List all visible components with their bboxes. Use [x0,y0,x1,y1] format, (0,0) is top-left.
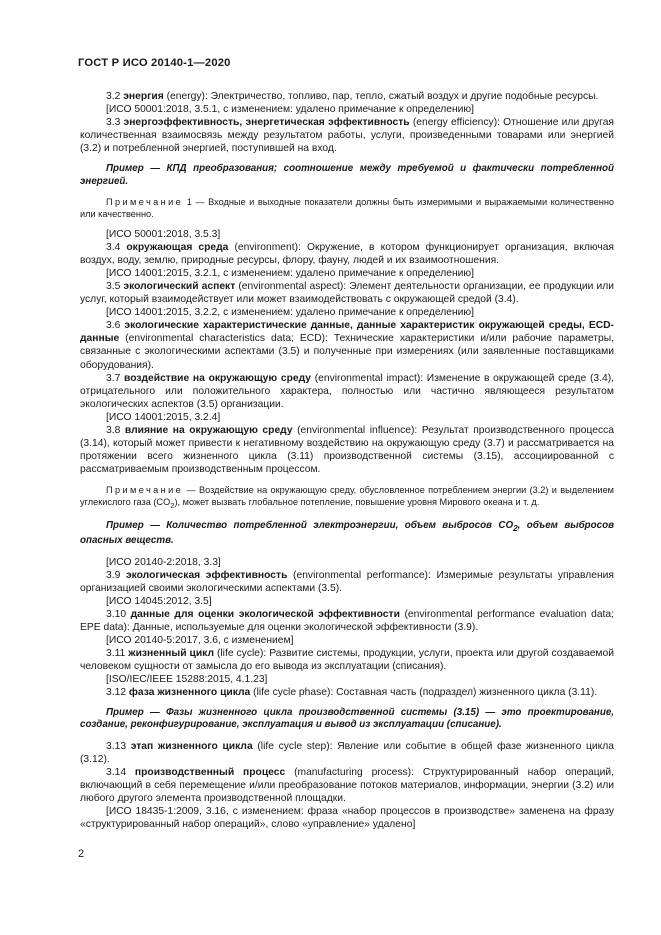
term: производственный процесс [134,766,286,778]
example: Пример — Количество потребленной электроэнергии, объем выбросов $CO_2$, объем выбросов опасных веществ. [80,519,614,547]
term: воздействие на окружающую среду [124,372,311,384]
source-ref: [ИСО 50001:2018, 3.5.3] [106,229,221,241]
document-header: ГОСТ Р ИСО 20140-1—2020 [78,57,231,69]
term: данные для оценки экологической эффективности [130,608,400,620]
definition-3-11: 3.11 жизненный цикл (life cycle): Развитие системы, продукции, услуги, проекта или другой создаваемой человеком сущности от замысла до его вывода из эксплуатации (списания). [80,647,614,672]
term: экологический аспект [123,281,236,293]
definition-3-2: 3.2 энергия (energy): Электричество, топливо, пар, тепло, сжатый воздух и другие подобные ресурсы. [106,91,599,102]
source-ref: [ИСО 18435-1:2009, 3.16, с изменением: фраза «набор процессов в производстве» заменена на фразу «структурированный набор операций», слово «управление» удалено] [80,806,614,831]
term: экологические характеристические данные, данные характеристик окружающей среды, ECD-данные [80,320,614,345]
source-ref: [ИСО 14001:2015, 3.2.4] [106,411,221,423]
term: жизненный цикл [128,647,214,659]
source-ref: [ИСО 20140-2:2018, 3.3] [106,556,221,568]
source-ref: [ИСО 14001:2015, 3.2.2, с изменением: удалено примечание к определению] [106,307,474,319]
definition-3-6: 3.6 экологические характеристические данные, данные характеристик окружающей среды, ECD-данные (environmental characteristics data; ECD): Технические характеристики и/или рабочие параметры, связанные с экологическими аспектами (3.5) и полученные при измерениях (или заявленные поставщиками оборудования). [80,320,614,371]
definition-3-3: 3.3 энергоэффективность, энергетическая эффективность (energy efficiency): Отношение или другая количественная взаимосвязь между результатом работы, услуги, произведенными товарами или энергией (3.2) и потребленной энергией, поступившей на вход. [80,117,614,155]
term: экологическая эффективность [125,569,288,581]
definition-3-4: 3.4 окружающая среда (environment): Окружение, в котором функционирует организация, включая воздух, воду, землю, природные ресурсы, флору, фауну, людей и их взаимоотношения. [80,242,614,267]
example: Пример — КПД преобразования; соотношение между требуемой и фактически потребленной энергией. [80,163,614,187]
term: окружающая среда [126,242,229,254]
definition-3-8: 3.8 влияние на окружающую среду (environmental influence): Результат производственного процесса (3.14), который может привести к негативному воздействию на окружающую среду (3.7) и рассматривается на протяжении всего жизненного цикла (3.11) производственной системы (3.15), ассоциированной с рассматриваемым производственным процессом. [80,424,614,475]
source-ref: [ИСО 14001:2015, 3.2.1, с изменением: удалено примечание к определению] [106,268,474,280]
source-ref: [ИСО 50001:2018, 3.5.1, с изменением: удалено примечание к определению] [106,104,474,116]
term: энергоэффективность, энергетическая эффективность [123,117,410,129]
page-number: 2 [78,848,85,860]
source-ref: [ИСО 20140-5:2017, 3.6, с изменением] [106,634,294,646]
source-ref: [ISO/IEC/IEEE 15288:2015, 4.1.23] [106,673,268,685]
definition-3-9: 3.9 экологическая эффективность (environmental performance): Измеримые результаты управления организацией своими экологическими аспектами (3.5). [80,569,614,594]
definition-3-14: 3.14 производственный процесс (manufacturing process): Структурированный набор операций, включающий в себя перемещение и/или преобразование потоков материалов, информации, энергии (3.2) или любого другого элемента производственной площадки. [80,766,614,805]
example: Пример — Фазы жизненного цикла производственной системы (3.15) — это проектирование, создание, реконфигурирование, эксплуатация и вывод из эксплуатации (списание). [80,707,614,731]
note: Примечание — Воздействие на окружающую среду, обусловленное потреблением энергии (3.2) и выделением углекислого газа $(CO_2)$, может вызвать глобальное потепление, повышение уровня Мирового океана и т. д. [80,484,614,510]
definition-3-7: 3.7 воздействие на окружающую среду (environmental impact): Изменение в окружающей среде (3.4), отрицательного или положительного характера, полностью или частично являющееся результатом экологических аспектов (3.5) организации. [80,372,614,410]
term: фаза жизненного цикла [128,687,251,698]
source-ref: [ИСО 14045:2012, 3.5] [106,595,212,607]
term: влияние на окружающую среду [124,424,293,436]
definition-3-10: 3.10 данные для оценки экологической эффективности (environmental performance evaluation data; EPE data): Данные, используемые для оценки экологической эффективности (3.9). [80,608,614,633]
term: энергия [123,91,164,102]
note: Примечание 1 — Входные и выходные показатели должны быть измеримыми и выражаемыми количественно или качественно. [80,197,614,220]
definition-3-12: 3.12 фаза жизненного цикла (life cycle phase): Составная часть (подраздел) жизненного цикла (3.11). [106,687,598,698]
definition-3-13: 3.13 этап жизненного цикла (life cycle step): Явление или событие в общей фазе жизненного цикла (3.12). [80,740,614,765]
definition-3-5: 3.5 экологический аспект (environmental aspect): Элемент деятельности организации, ее продукции или услуг, который взаимодействует или может взаимодействовать с окружающей средой (3.4). [80,281,614,306]
term: этап жизненного цикла [130,740,253,752]
document-body [80,90,614,831]
